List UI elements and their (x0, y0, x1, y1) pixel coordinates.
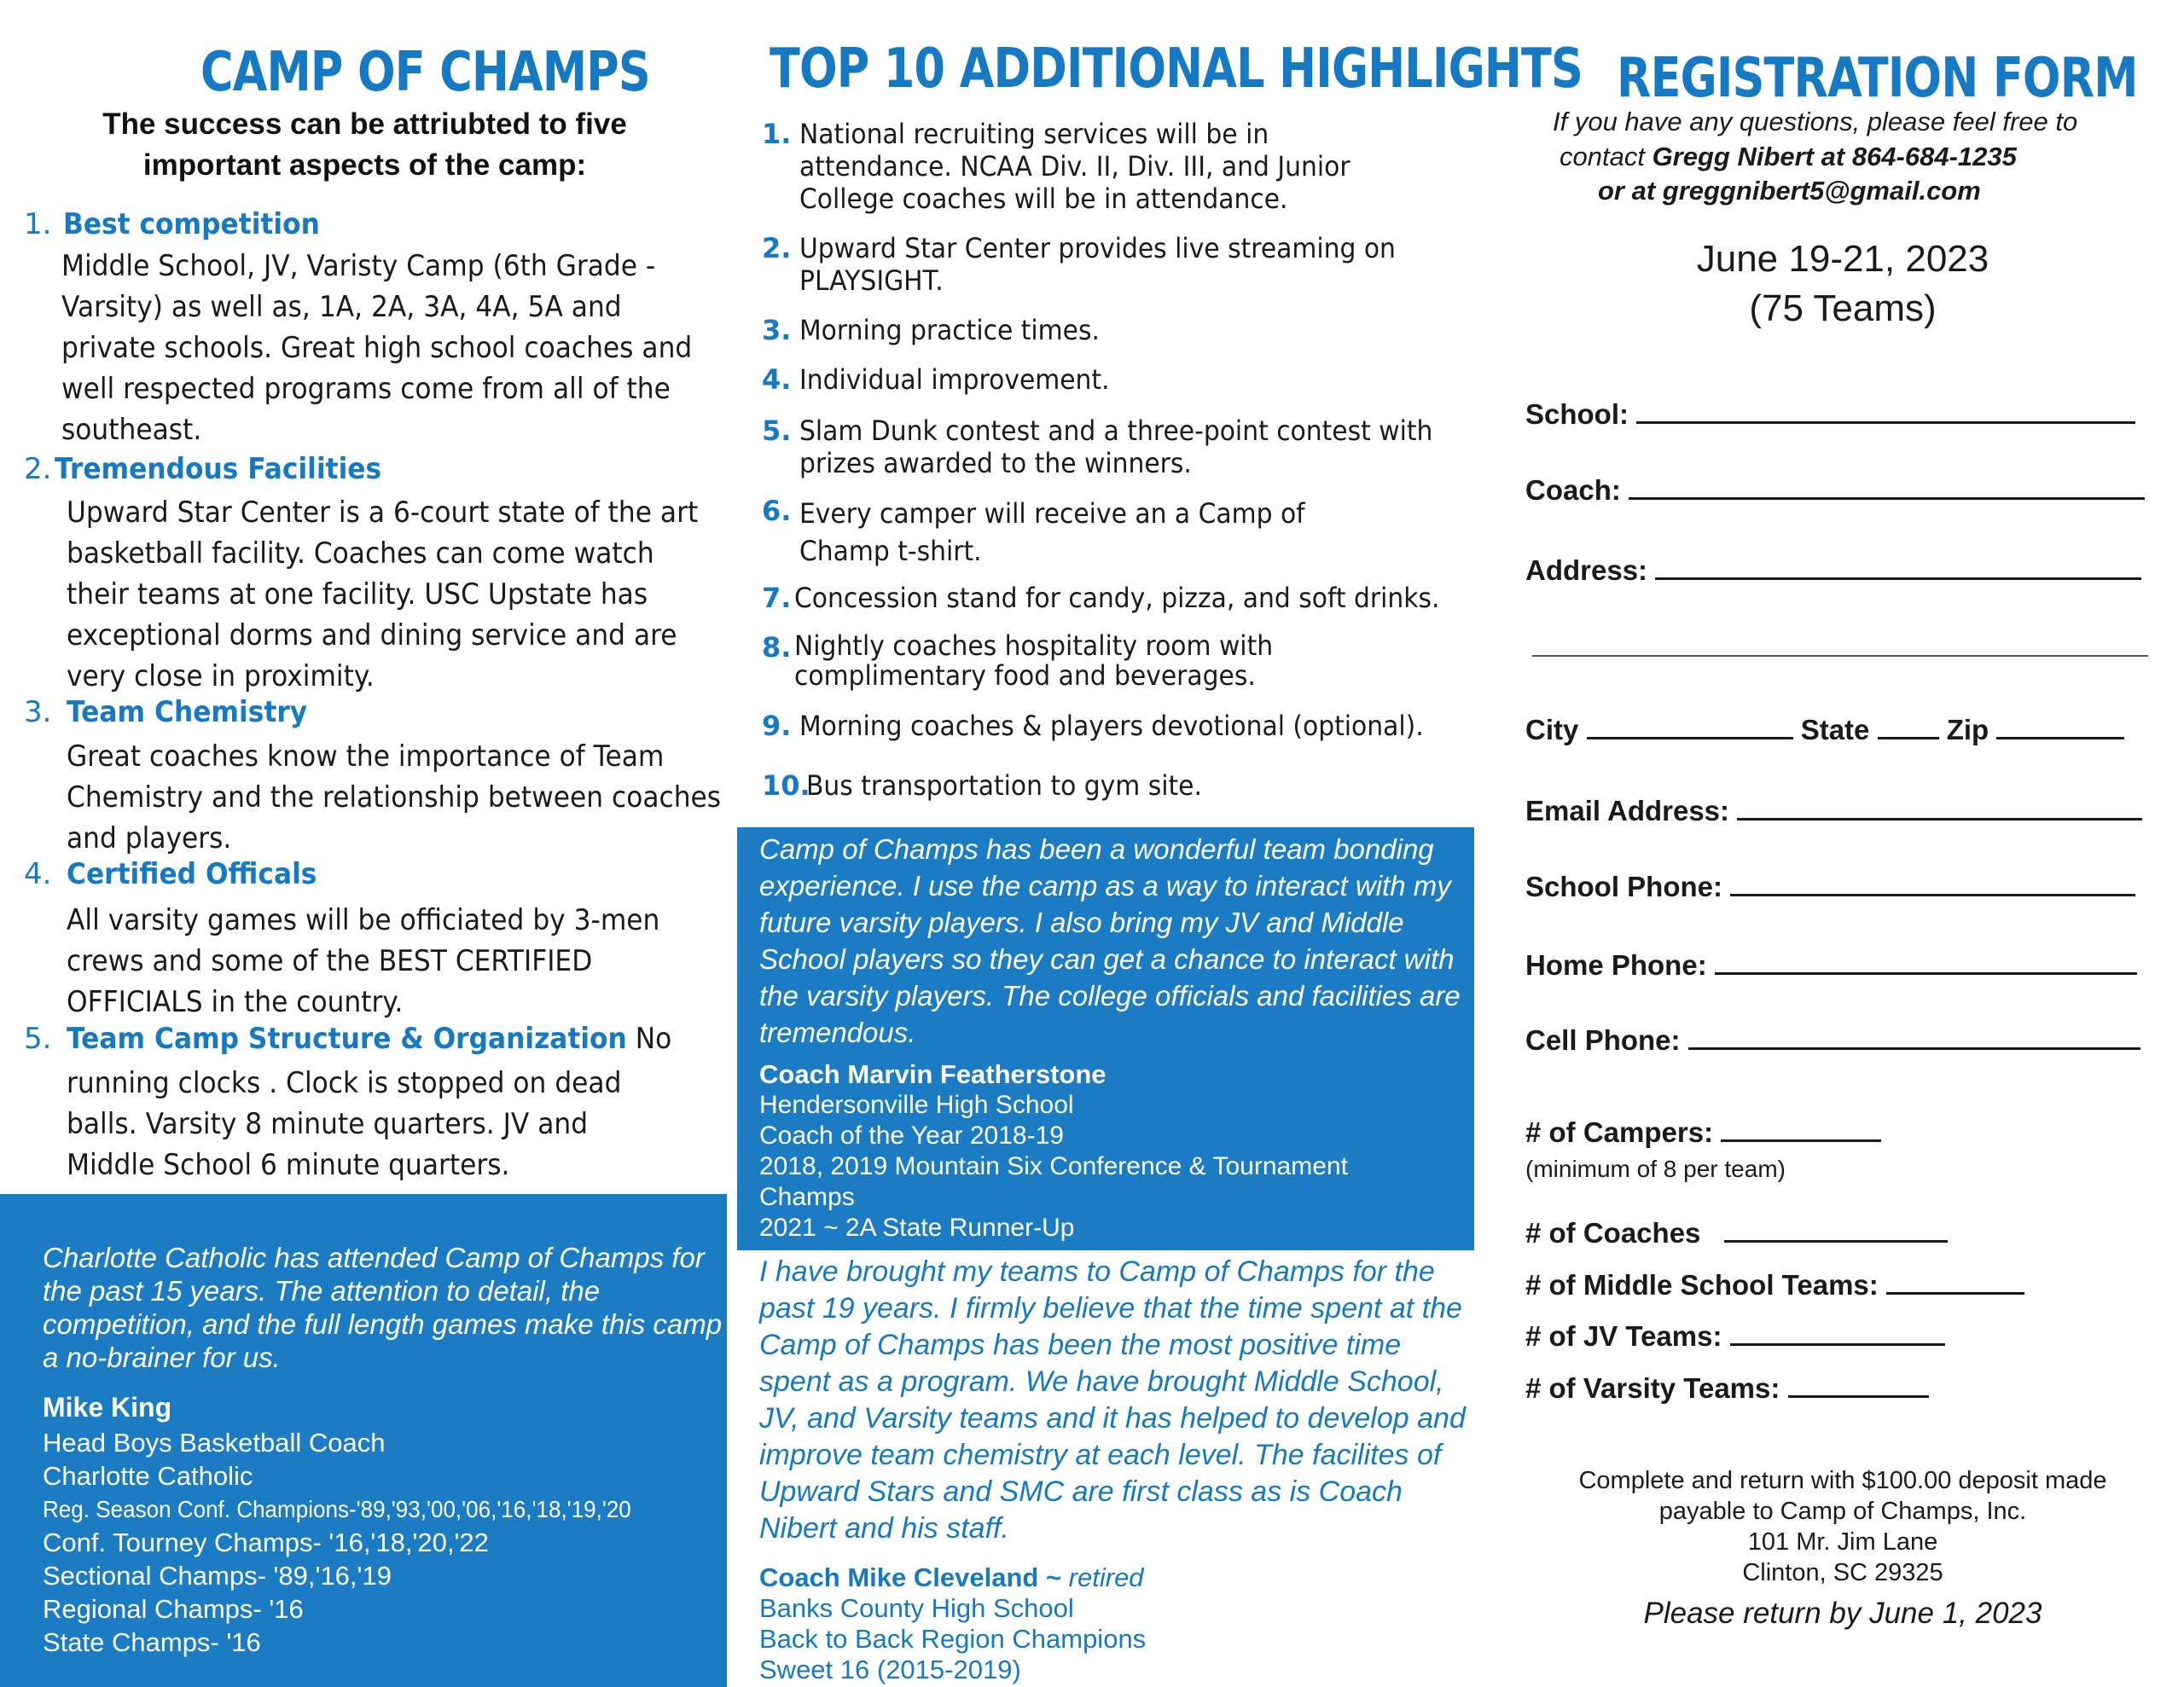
zip-label: Zip (1946, 714, 1989, 745)
credential-line: 2021 ~ 2A State Runner-Up (759, 1214, 1075, 1242)
campers-field[interactable] (1525, 1114, 1881, 1149)
credential-line: Sectional Champs- '89,'16,'19 (43, 1561, 392, 1591)
coaches-line[interactable] (1724, 1215, 1948, 1243)
testimonial-mid2-quote: I have brought my teams to Camp of Champs for the past 19 years. I firmly believe that the time spent at the Camp of Champs has been the most positive time spent as a program. We have brought Middle School, JV, and Varsity teams and it has helped to develop and improve team chemistry at each level. The facilites of Upward Stars and SMC are first class as is Coach Nibert and his staff. (759, 1255, 1466, 1545)
return-by: Please return by June 1, 2023 (1643, 1597, 2042, 1630)
school-phone-field[interactable] (1525, 868, 2135, 903)
aspect-item (24, 695, 722, 859)
address-line-2[interactable] (1532, 655, 2148, 657)
credential-line: Regional Champs- '16 (43, 1594, 304, 1624)
testimonial-mid-credentials (759, 1090, 1442, 1244)
testimonial-mid-name: Coach Marvin Featherstone (759, 1059, 1107, 1089)
credential-line: Coach of the Year 2018-19 (759, 1122, 1064, 1150)
aspect-number: 5. (24, 1022, 52, 1056)
cell-phone-line[interactable] (1688, 1022, 2140, 1050)
aspect-body: Great coaches know the importance of Team Chemistry and the relationship between coaches and players. (67, 739, 722, 855)
highlight-number: 1. (762, 118, 792, 150)
school-phone-label: School Phone: (1525, 871, 1722, 902)
address-line[interactable] (1655, 552, 2141, 580)
testimonial-mid2-name-suffix: retired (1061, 1562, 1144, 1592)
coaches-label: # of Coaches (1525, 1217, 1701, 1249)
email-line[interactable] (1737, 792, 2142, 820)
contact-line-3 (1598, 176, 1981, 206)
highlight-text: Morning coaches & players devotional (optional). (799, 710, 1424, 742)
coaches-field[interactable] (1525, 1215, 1948, 1249)
testimonial-mid-box (737, 827, 1474, 1250)
highlight-item (762, 710, 1461, 742)
contact-email: greggnibert5@gmail.com (1662, 176, 1981, 206)
aspect-body: running clocks . Clock is stopped on dead balls. Varsity 8 minute quarters. JV and Middle School 6 minute quarters. (67, 1066, 622, 1182)
credential-line: Banks County High School (759, 1593, 1074, 1623)
highlight-item (762, 314, 1461, 346)
highlight-item (762, 495, 1461, 570)
testimonial-mid2 (759, 1254, 1467, 1685)
testimonial-mid-quote: Camp of Champs has been a wonderful team bonding experience. I use the camp as a way to interact with my future varsity players. I also bring my JV and Middle School players so they can get a chance to interact with the varsity players. The college officials and facilities are tremendous. (759, 833, 1461, 1048)
email-label: Email Address: (1525, 795, 1730, 826)
highlight-number: 3. (762, 314, 792, 346)
highlight-item (762, 631, 1461, 691)
testimonial-left-credentials (43, 1426, 676, 1659)
aspect-title: Team Chemistry (67, 695, 308, 729)
campers-label: # of Campers: (1525, 1116, 1714, 1148)
highlight-number: 10. (762, 769, 810, 802)
city-label: City (1525, 714, 1579, 745)
footer-line: payable to Camp of Champs, Inc. (1658, 1498, 2027, 1525)
aspect-body: Upward Star Center is a 6-court state of the art basketball facility. Coaches can come watch their teams at one facility. USC Upstate has exceptional dorms and dining service and are very close in proximity. (67, 496, 699, 693)
ms-teams-field[interactable] (1525, 1267, 2024, 1301)
cell-phone-field[interactable] (1525, 1022, 2140, 1057)
registration-title: REGISTRATION FORM (1617, 47, 2138, 110)
highlight-number: 7. (762, 582, 792, 614)
address-label: Address: (1525, 554, 1648, 586)
ms-teams-label: # of Middle School Teams: (1525, 1269, 1879, 1301)
footer-line: Complete and return with $100.00 deposit made (1578, 1467, 2107, 1494)
highlight-number: 4. (762, 363, 792, 396)
testimonial-left-name: Mike King (43, 1392, 172, 1423)
state-line[interactable] (1878, 711, 1939, 739)
highlight-item (762, 582, 1461, 614)
highlight-text: Every camper will receive an a Camp of Champ t-shirt. (799, 497, 1305, 567)
testimonial-mid2-credentials (759, 1562, 1467, 1685)
address-field[interactable] (1525, 552, 2141, 587)
aspect-title: Team Camp Structure & Organization (67, 1022, 627, 1056)
highlight-text: Concession stand for candy, pizza, and soft drinks. (794, 582, 1440, 614)
footer-line: Clinton, SC 29325 (1742, 1559, 1943, 1586)
home-phone-label: Home Phone: (1525, 949, 1707, 981)
highlight-text: Nightly coaches hospitality room with complimentary food and beverages. (794, 629, 1274, 692)
jv-teams-field[interactable] (1525, 1318, 1945, 1353)
contact-line-1: If you have any questions, please feel free to (1553, 107, 2078, 136)
highlight-text: Upward Star Center provides live streaming on PLAYSIGHT. (799, 232, 1396, 297)
contact-prefix: contact (1560, 142, 1653, 171)
contact-phone: Gregg Nibert at 864-684-1235 (1652, 142, 2017, 171)
aspect-number: 3. (24, 695, 52, 729)
registration-footer (1510, 1465, 2175, 1588)
aspect-item (24, 452, 706, 697)
highlight-item (762, 118, 1461, 215)
highlight-item (762, 232, 1461, 297)
aspect-number: 2. (24, 452, 52, 486)
highlight-item (762, 415, 1461, 479)
highlight-text: Morning practice times. (799, 314, 1100, 346)
aspect-title: Certified Officals (67, 857, 317, 891)
school-phone-line[interactable] (1730, 868, 2135, 896)
highlight-text: National recruiting services will be in attendance. NCAA Div. II, Div. III, and Junior College coaches will be in attendance. (799, 118, 1350, 215)
testimonial-left-box (0, 1194, 727, 1687)
highlight-number: 8. (762, 631, 792, 664)
highlight-text: Individual improvement. (799, 363, 1110, 396)
campers-line[interactable] (1721, 1114, 1881, 1142)
aspect-number: 4. (24, 857, 52, 891)
cell-phone-label: Cell Phone: (1525, 1024, 1681, 1056)
state-label: State (1800, 714, 1870, 745)
camp-intro: The success can be attriubted to five important aspects of the camp: (102, 107, 627, 182)
highlight-number: 6. (762, 495, 792, 527)
credential-line: Hendersonville High School (759, 1091, 1074, 1119)
credential-line: Head Boys Basketball Coach (43, 1428, 386, 1458)
credential-line: Reg. Season Conf. Champions-'89,'93,'00,'06,'16,'18,'19,'20 (43, 1496, 631, 1522)
contact-line-2 (1560, 142, 2017, 172)
school-line[interactable] (1636, 396, 2135, 424)
testimonial-mid2-name: Coach Mike Cleveland ~ (759, 1562, 1062, 1592)
school-field[interactable] (1525, 396, 2135, 431)
city-state-zip-field[interactable] (1525, 711, 2124, 746)
highlight-number: 9. (762, 710, 792, 742)
aspect-item (24, 857, 706, 1023)
camp-team-count: (75 Teams) (1749, 287, 1937, 329)
ms-teams-line[interactable] (1886, 1267, 2024, 1295)
city-line[interactable] (1587, 711, 1793, 739)
varsity-teams-label: # of Varsity Teams: (1525, 1372, 1780, 1404)
aspect-title: Tremendous Facilities (55, 452, 382, 486)
highlight-number: 2. (762, 232, 792, 264)
home-phone-line[interactable] (1715, 947, 2137, 975)
credential-line: Sweet 16 (2015-2019) (759, 1655, 1021, 1684)
footer-line: 101 Mr. Jim Lane (1747, 1528, 1938, 1556)
credential-line: Conf. Tourney Champs- '16,'18,'20,'22 (43, 1528, 489, 1557)
aspect-body: Middle School, JV, Varisty Camp (6th Grade -Varsity) as well as, 1A, 2A, 3A, 4A, 5A and private schools. Great high school coaches and well respected programs come from all of the southeast. (61, 249, 693, 447)
varsity-teams-line[interactable] (1788, 1370, 1929, 1398)
highlight-text: Slam Dunk contest and a three-point contest with prizes awarded to the winners. (799, 415, 1433, 479)
highlight-number: 5. (762, 415, 792, 447)
jv-teams-line[interactable] (1730, 1318, 1945, 1346)
highlight-item (762, 363, 1461, 396)
credential-line: Charlotte Catholic (43, 1461, 253, 1491)
camp-dates-block (1621, 235, 2065, 333)
home-phone-field[interactable] (1525, 947, 2137, 982)
coach-field[interactable] (1525, 472, 2145, 507)
aspect-title: Best competition (63, 207, 320, 241)
testimonial-left-quote: Charlotte Catholic has attended Camp of Champs for the past 15 years. The attention to detail, the competition, and the full length games make this camp a no-brainer for us. (43, 1242, 723, 1373)
zip-line[interactable] (1996, 711, 2124, 739)
credential-line: 2018, 2019 Mountain Six Conference & Tournament Champs (759, 1152, 1348, 1211)
highlight-item (762, 769, 1461, 802)
aspect-number: 1. (24, 207, 52, 241)
highlights-title: TOP 10 ADDITIONAL HIGHLIGHTS (770, 38, 1583, 101)
aspect-item (24, 1022, 706, 1186)
jv-teams-label: # of JV Teams: (1525, 1320, 1722, 1352)
aspect-title-tail: No (626, 1022, 672, 1056)
coach-line[interactable] (1629, 472, 2145, 500)
credential-line: State Champs- '16 (43, 1627, 261, 1657)
contact-prefix: or at (1598, 176, 1663, 206)
email-field[interactable] (1525, 792, 2142, 827)
varsity-teams-field[interactable] (1525, 1370, 1929, 1405)
camp-dates: June 19-21, 2023 (1696, 238, 1989, 280)
highlight-text: Bus transportation to gym site. (806, 769, 1202, 802)
aspect-item (24, 207, 706, 450)
campers-note: (minimum of 8 per team) (1525, 1156, 1786, 1182)
coach-label: Coach: (1525, 474, 1621, 506)
credential-line: Back to Back Region Champions (759, 1624, 1147, 1654)
camp-title: CAMP OF CHAMPS (200, 41, 650, 104)
school-label: School: (1525, 398, 1629, 430)
aspect-body: All varsity games will be officiated by 3-men crews and some of the BEST CERTIFIED OFFICIALS in the country. (67, 903, 660, 1019)
